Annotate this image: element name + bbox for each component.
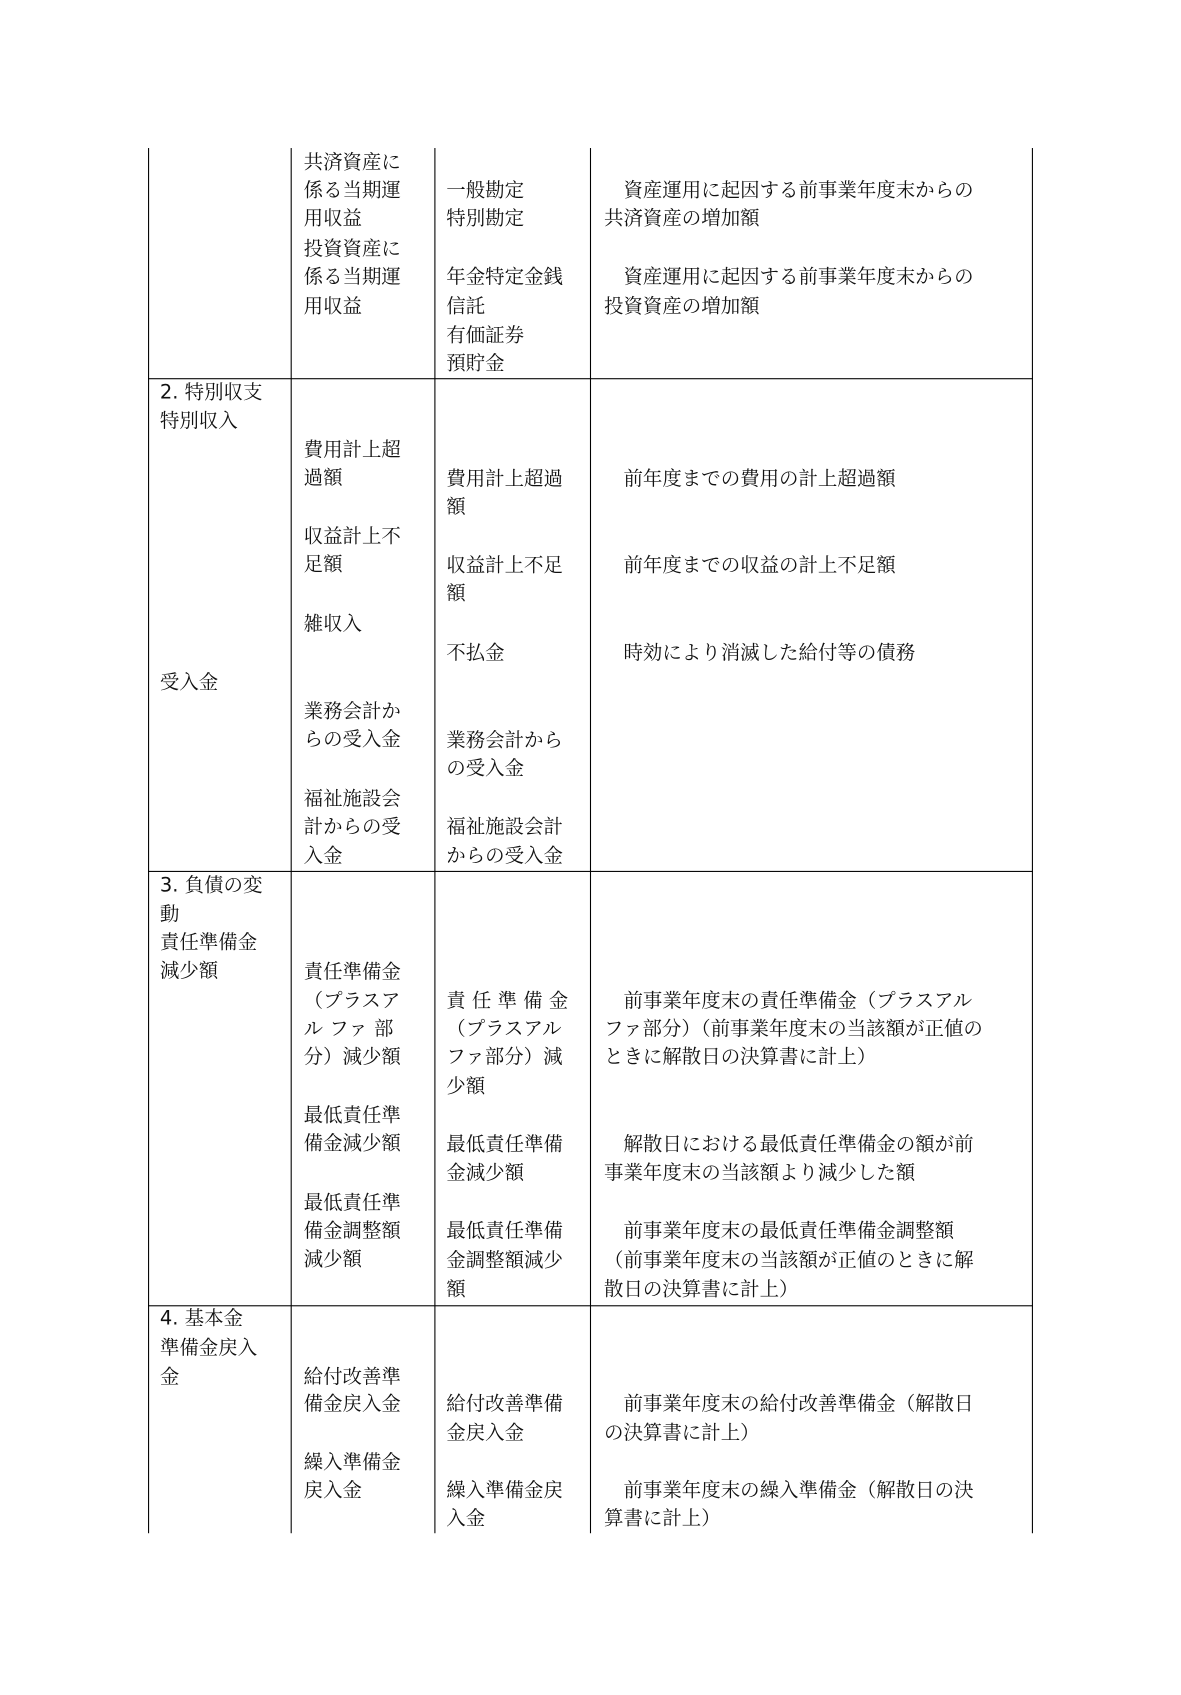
- cell-text-line: 一般勘定: [446, 179, 525, 203]
- cell-text-line: 繰入準備金戻: [446, 1479, 563, 1502]
- cell-text-line: 額: [446, 495, 466, 519]
- cell-text-line: 特別勘定: [446, 207, 525, 231]
- cell-text-line: ファ部分）減: [446, 1045, 563, 1069]
- cell-text-line: 3. 負債の変: [159, 874, 263, 897]
- cell-text-line: 特別収入: [159, 409, 238, 433]
- cell-text-line: 責 任 準 備 金: [446, 989, 569, 1013]
- cell-text-line: 計からの受: [303, 815, 401, 839]
- cell-text-line: （プラスアル: [446, 1017, 562, 1041]
- cell-text-line: 金: [159, 1365, 180, 1389]
- cell-text-line: の決算書に計上）: [603, 1421, 760, 1445]
- cell-text-line: 費用計上超過: [446, 467, 563, 491]
- row-divider: [148, 378, 1033, 379]
- cell-text-line: 減少額: [159, 959, 219, 983]
- cell-text-line: 資産運用に起因する前事業年度末からの: [603, 179, 974, 203]
- cell-text-line: 額: [446, 582, 466, 606]
- cell-text-line: 収益計上不: [303, 525, 401, 548]
- cell-text-line: 最低責任準: [303, 1191, 401, 1215]
- cell-text-line: 最低責任準備: [446, 1219, 563, 1243]
- cell-text-line: 2. 特別収支: [159, 381, 263, 405]
- cell-text-line: 受入金: [159, 670, 219, 694]
- cell-text-line: からの受入金: [446, 844, 563, 868]
- cell-text-line: 係る当期運: [303, 265, 401, 289]
- cell-text-line: 用収益: [303, 294, 362, 318]
- cell-text-line: 雑収入: [303, 612, 362, 636]
- cell-text-line: 共済資産の増加額: [603, 207, 760, 231]
- column-divider: [434, 148, 435, 1533]
- cell-text-line: の受入金: [446, 757, 525, 781]
- cell-text-line: 金調整額減少: [446, 1249, 563, 1272]
- cell-text-line: 費用計上超: [303, 438, 401, 462]
- table-border-right: [1032, 148, 1033, 1533]
- column-divider: [590, 148, 591, 1533]
- cell-text-line: 前年度までの収益の計上不足額: [603, 554, 896, 577]
- cell-text-line: 時効により消滅した給付等の債務: [603, 641, 916, 665]
- cell-text-line: 足額: [303, 553, 343, 576]
- cell-text-line: 入金: [303, 844, 343, 868]
- cell-text-line: 備金調整額: [303, 1219, 401, 1243]
- cell-text-line: 係る当期運: [303, 179, 401, 203]
- cell-text-line: 散日の決算書に計上）: [603, 1278, 799, 1301]
- cell-text-line: 信託: [446, 294, 486, 318]
- row-divider: [148, 871, 1033, 872]
- cell-text-line: ときに解散日の決算書に計上）: [603, 1045, 877, 1069]
- cell-text-line: 前事業年度末の繰入準備金（解散日の決: [603, 1479, 974, 1502]
- row-divider: [148, 1305, 1033, 1306]
- cell-text-line: 少額: [446, 1075, 486, 1098]
- cell-text-line: 用収益: [303, 207, 362, 231]
- cell-text-line: らの受入金: [303, 728, 401, 751]
- cell-text-line: 業務会計から: [446, 729, 563, 753]
- cell-text-line: 入金: [446, 1507, 486, 1530]
- cell-text-line: 給付改善準備: [446, 1392, 563, 1416]
- cell-text-line: 備金減少額: [303, 1132, 401, 1156]
- cell-text-line: 前事業年度末の最低責任準備金調整額: [603, 1219, 955, 1243]
- cell-text-line: 4. 基本金: [159, 1307, 244, 1331]
- cell-text-line: 前年度までの費用の計上超過額: [603, 467, 896, 491]
- cell-text-line: 最低責任準: [303, 1104, 401, 1127]
- cell-text-line: 備金戻入金: [303, 1392, 401, 1416]
- cell-text-line: 有価証券: [446, 324, 525, 347]
- cell-text-line: 福祉施設会計: [446, 815, 563, 839]
- cell-text-line: 準備金戻入: [159, 1336, 258, 1360]
- cell-text-line: 投資資産に: [303, 237, 401, 261]
- cell-text-line: 事業年度末の当該額より減少した額: [603, 1161, 916, 1185]
- cell-text-line: 収益計上不足: [446, 554, 563, 577]
- cell-text-line: 減少額: [303, 1247, 362, 1271]
- cell-text-line: 前事業年度末の給付改善準備金（解散日: [603, 1392, 974, 1416]
- cell-text-line: 給付改善準: [303, 1365, 401, 1389]
- table-border-left: [148, 148, 149, 1533]
- cell-text-line: 不払金: [446, 641, 505, 665]
- cell-text-line: 業務会計か: [303, 700, 401, 723]
- cell-text-line: ファ部分）（前事業年度末の当該額が正値の: [603, 1017, 983, 1041]
- cell-text-line: 共済資産に: [303, 151, 401, 174]
- cell-text-line: 動: [159, 903, 180, 926]
- column-divider: [291, 148, 292, 1533]
- cell-text-line: 福祉施設会: [303, 787, 401, 811]
- cell-text-line: 資産運用に起因する前事業年度末からの: [603, 265, 974, 289]
- cell-text-line: 算書に計上）: [603, 1507, 721, 1530]
- cell-text-line: 責任準備金: [159, 931, 258, 955]
- cell-text-line: 解散日における最低責任準備金の額が前: [603, 1133, 974, 1157]
- cell-text-line: 繰入準備金: [303, 1451, 401, 1474]
- cell-text-line: （プラスア: [303, 989, 401, 1013]
- cell-text-line: 金戻入金: [446, 1421, 525, 1445]
- cell-text-line: 金減少額: [446, 1161, 525, 1185]
- cell-text-line: 預貯金: [446, 352, 505, 375]
- cell-text-line: 投資資産の増加額: [603, 294, 760, 318]
- cell-text-line: ル ファ 部: [303, 1017, 394, 1041]
- cell-text-line: 分）減少額: [303, 1045, 401, 1069]
- cell-text-line: 前事業年度末の責任準備金（プラスアル: [603, 989, 973, 1013]
- cell-text-line: （前事業年度末の当該額が正値のときに解: [603, 1249, 974, 1272]
- cell-text-line: 年金特定金銭: [446, 265, 563, 289]
- cell-text-line: 戻入金: [303, 1479, 362, 1502]
- cell-text-line: 額: [446, 1278, 466, 1301]
- cell-text-line: 過額: [303, 466, 343, 490]
- cell-text-line: 責任準備金: [303, 960, 401, 984]
- cell-text-line: 最低責任準備: [446, 1133, 563, 1157]
